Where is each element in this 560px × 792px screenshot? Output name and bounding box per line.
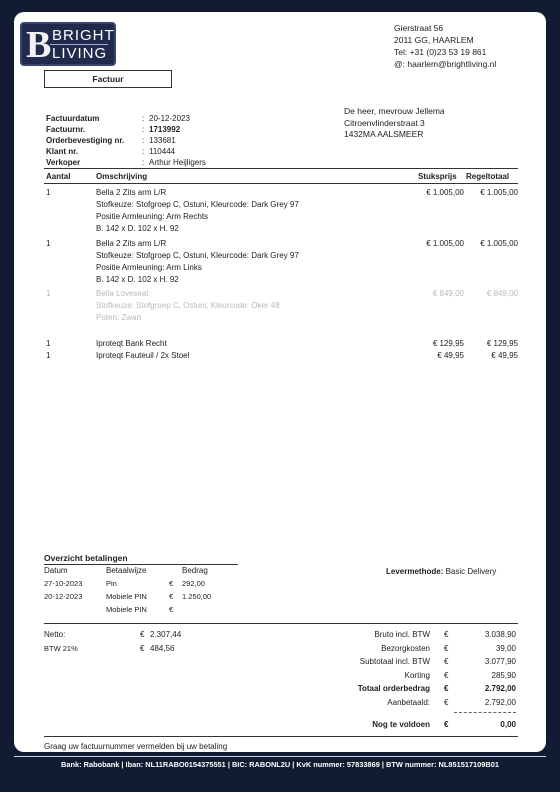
summary-currency: €	[444, 670, 449, 680]
company-address	[394, 22, 496, 70]
footer-rule	[14, 756, 546, 757]
customer-address	[344, 106, 445, 141]
meta-value: 133681	[149, 136, 176, 145]
summary-row	[14, 671, 546, 683]
meta-value: 20-12-2023	[149, 114, 190, 123]
payment-currency: €	[169, 592, 174, 601]
summary-currency: €	[444, 630, 449, 639]
summary-row	[14, 684, 546, 696]
btw-currency: €	[140, 644, 145, 653]
line-item	[44, 289, 518, 325]
customer-city: 1432MA AALSMEER	[344, 129, 424, 139]
summary-currency: €	[444, 697, 449, 707]
table-header-rule	[44, 183, 518, 184]
customer-street: Citroenvlinderstraat 3	[344, 117, 425, 128]
line-unit-price: € 1.005,00	[426, 188, 464, 197]
delivery-label: Levermethode:	[386, 567, 444, 576]
logo-mark: B	[26, 24, 52, 66]
due-currency: €	[444, 720, 449, 729]
line-total: € 49,95	[491, 351, 518, 360]
line-qty: 1	[46, 239, 51, 248]
line-desc: Stofkeuze: Stofgroep C, Ostuni, Kleurcode: Dark Grey 97	[96, 200, 299, 209]
line-desc: Bella 2 Zits arm L/R	[96, 239, 167, 248]
line-desc: Bella Loveseat	[96, 289, 149, 298]
summary-value: 3.077,90	[484, 657, 516, 666]
payments-header-date: Datum	[44, 566, 68, 575]
meta-label: Orderbevestiging nr.	[46, 136, 125, 145]
payment-amount: 292,00	[182, 579, 205, 588]
table-top-rule	[44, 168, 518, 169]
company-street: Gierstraat 56	[394, 23, 444, 33]
line-item	[44, 351, 518, 363]
line-item	[44, 239, 518, 287]
summary-value: 2.792,00	[484, 684, 516, 693]
totals-rule	[44, 623, 518, 624]
line-item	[44, 339, 518, 351]
btw-label: BTW 21%	[44, 644, 78, 653]
netto-currency: €	[140, 630, 145, 639]
payment-method: Pin	[106, 579, 117, 588]
payment-currency: €	[169, 605, 174, 614]
line-unit-price: € 1.005,00	[426, 239, 464, 248]
delivery-value: Basic Delivery	[445, 567, 497, 576]
payments-rule	[44, 564, 238, 565]
bottom-rule	[44, 736, 518, 737]
btw-value: 484,56	[150, 644, 175, 653]
line-desc: Iproteqt Bank Recht	[96, 339, 167, 348]
document-title: Factuur	[44, 70, 172, 88]
payment-date: 20-12-2023	[44, 592, 83, 601]
meta-label: Factuurdatum	[46, 114, 100, 123]
line-desc: Bella 2 Zits arm L/R	[96, 188, 167, 197]
payment-method: Mobiele PIN	[106, 592, 147, 601]
summary-row	[14, 644, 546, 656]
summary-label: Bezorgkosten	[381, 643, 430, 653]
logo-text-living: LIVING	[52, 45, 108, 62]
meta-label: Klant nr.	[46, 147, 79, 156]
summary-label: Korting	[404, 670, 430, 680]
meta-value: Arthur Heijligers	[149, 158, 206, 167]
summary-value: 285,90	[491, 670, 516, 680]
line-qty: 1	[46, 289, 51, 298]
payments-header-method: Betaalwijze	[106, 566, 147, 575]
summary-row	[14, 698, 546, 710]
summary-currency: €	[444, 643, 449, 653]
meta-value: 1713992	[149, 125, 181, 134]
line-total: € 849,00	[486, 289, 518, 298]
company-email: @: haarlem@brightliving.nl	[394, 59, 497, 69]
header-unit-price: Stuksprijs	[418, 172, 457, 181]
logo-text-bright: BRIGHT	[52, 27, 115, 44]
line-total: € 129,95	[486, 339, 518, 348]
meta-value: 110444	[149, 147, 176, 156]
due-separator	[454, 712, 516, 713]
header-qty: Aantal	[46, 172, 71, 181]
netto-value: 2.307,44	[150, 630, 182, 639]
due-label: Nog te voldoen	[372, 720, 430, 729]
summary-label: Subtotaal incl. BTW	[359, 657, 430, 666]
summary-label: Aanbetaald:	[387, 697, 430, 707]
summary-label: Totaal orderbedrag	[357, 684, 430, 693]
summary-currency: €	[444, 684, 449, 693]
payment-method: Mobiele PIN	[106, 605, 147, 614]
invoice-page	[14, 12, 546, 752]
meta-label: Factuurnr.	[46, 125, 86, 134]
line-qty: 1	[46, 188, 51, 197]
line-qty: 1	[46, 351, 51, 360]
netto-label: Netto:	[44, 630, 66, 639]
meta-colon: :	[142, 125, 145, 134]
meta-colon: :	[142, 147, 145, 156]
line-qty: 1	[46, 339, 51, 348]
summary-currency: €	[444, 657, 449, 666]
header-line-total: Regeltotaal	[466, 172, 510, 181]
summary-row	[14, 630, 546, 642]
line-total: € 1.005,00	[480, 188, 518, 197]
payments-title: Overzicht betalingen	[44, 553, 128, 563]
line-unit-price: € 49,95	[437, 351, 464, 360]
line-desc: B. 142 x D. 102 x H. 92	[96, 275, 179, 284]
line-desc: Stofkeuze: Stofgroep C, Ostuni, Kleurcode: Dark Grey 97	[96, 251, 299, 260]
meta-colon: :	[142, 114, 145, 123]
brand-logo	[20, 22, 116, 66]
meta-colon: :	[142, 158, 145, 167]
line-desc: Positie Armleuning: Arm Links	[96, 263, 202, 272]
amount-due-row	[14, 720, 546, 732]
line-total: € 1.005,00	[480, 239, 518, 248]
line-desc: Poten: Zwart	[96, 313, 142, 322]
summary-value: 2.792,00	[484, 697, 516, 707]
summary-label: Bruto incl. BTW	[374, 630, 430, 639]
delivery-method	[386, 567, 496, 576]
payment-date: 27-10-2023	[44, 579, 83, 588]
line-desc: B. 142 x D. 102 x H. 92	[96, 224, 179, 233]
meta-label: Verkoper	[46, 158, 81, 167]
summary-value: 39,00	[495, 643, 516, 653]
payment-note: Graag uw factuurnummer vermelden bij uw betaling	[44, 742, 228, 751]
summary-row	[14, 657, 546, 669]
payment-amount: 1.250,00	[182, 592, 212, 601]
header-description: Omschrijving	[96, 172, 148, 181]
payment-currency: €	[169, 579, 174, 588]
summary-value: 3.038,90	[484, 630, 516, 639]
bank-footer: Bank: Rabobank | Iban: NL11RABO0154375551 | BIC: RABONL2U | KvK nummer: 57833869 | BTW nummer: NL851517109B01	[61, 760, 499, 769]
company-phone: Tel: +31 (0)23 53 19 861	[394, 47, 487, 57]
due-value: 0,00	[500, 720, 516, 729]
line-desc: Positie Armleuning: Arm Rechts	[96, 212, 209, 221]
line-unit-price: € 129,95	[432, 339, 464, 348]
line-desc: Iproteqt Fauteuil / 2x Stoel	[96, 351, 190, 360]
meta-colon: :	[142, 136, 145, 145]
line-desc: Stofkeuze: Stofgroep C, Ostuni, Kleurcode: Oker 48	[96, 301, 280, 310]
line-item	[44, 188, 518, 236]
payments-header-amount: Bedrag	[182, 566, 208, 575]
line-unit-price: € 849,00	[432, 289, 464, 298]
customer-name: De heer, mevrouw Jellema	[344, 106, 445, 116]
company-city: 2011 GG, HAARLEM	[394, 35, 474, 45]
